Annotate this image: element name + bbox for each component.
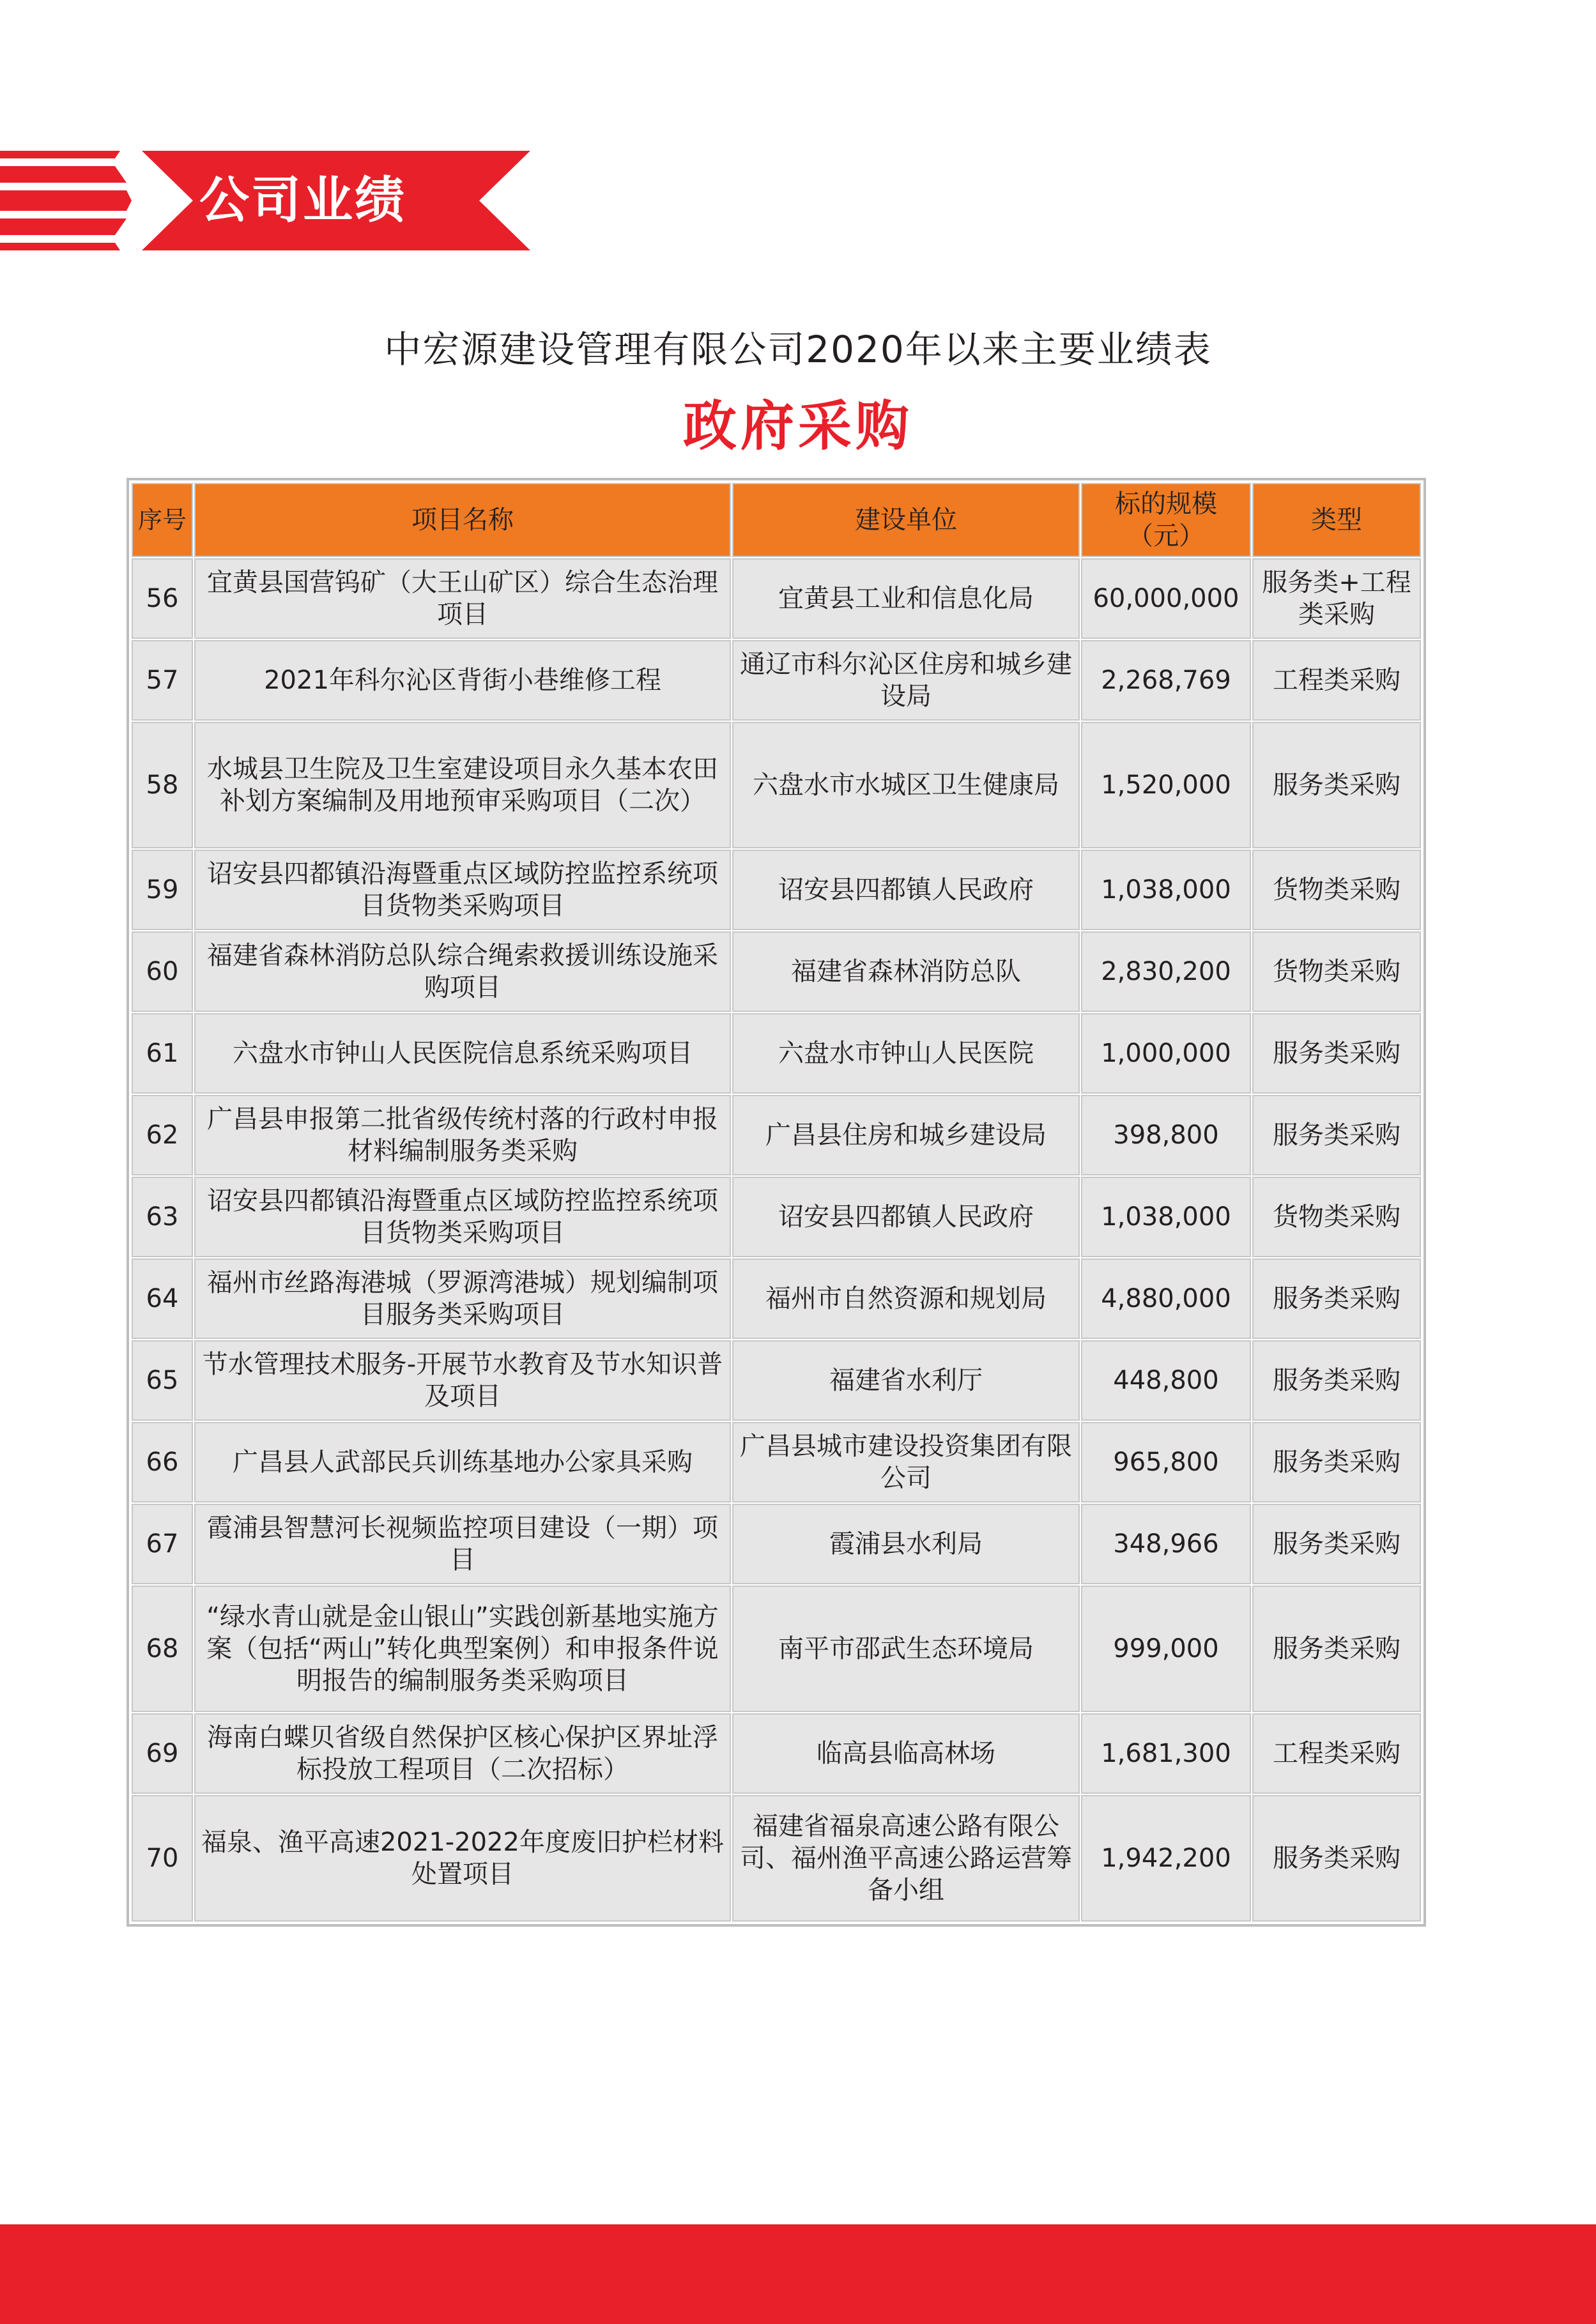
cell-project: 诏安县四都镇沿海暨重点区域防控监控系统项目货物类采购项目 [196, 851, 730, 929]
cell-type: 工程类采购 [1254, 641, 1420, 719]
cell-index: 59 [133, 851, 192, 929]
section-title: 公司业绩 [199, 172, 407, 229]
cell-index: 64 [133, 1260, 192, 1338]
cell-unit: 福州市自然资源和规划局 [733, 1260, 1078, 1338]
cell-unit: 广昌县住房和城乡建设局 [733, 1096, 1078, 1174]
cell-amount: 999,000 [1082, 1587, 1250, 1711]
cell-index: 57 [133, 641, 192, 719]
cell-project: “绿水青山就是金山银山”实践创新基地实施方案（包括“两山”转化典型案例）和申报条件说明报告的编制服务类采购项目 [196, 1587, 730, 1711]
table-row [133, 1715, 1420, 1793]
cell-type: 货物类采购 [1254, 851, 1420, 929]
cell-unit: 诏安县四都镇人民政府 [733, 851, 1078, 929]
cell-index: 62 [133, 1096, 192, 1174]
cell-type: 服务类采购 [1254, 1587, 1420, 1711]
table-row [133, 1014, 1420, 1092]
document-title: 中宏源建设管理有限公司2020年以来主要业绩表 [384, 328, 1212, 371]
cell-type: 服务类+工程类采购 [1254, 560, 1420, 638]
table-row [133, 1260, 1420, 1338]
cell-project: 水城县卫生院及卫生室建设项目永久基本农田补划方案编制及用地预审采购项目（二次） [196, 723, 730, 847]
cell-amount: 348,966 [1082, 1505, 1250, 1583]
cell-type: 工程类采购 [1254, 1715, 1420, 1793]
cell-project: 2021年科尔沁区背街小巷维修工程 [196, 641, 730, 719]
cell-amount: 2,268,769 [1082, 641, 1250, 719]
cell-amount: 1,000,000 [1082, 1014, 1250, 1092]
cell-amount: 398,800 [1082, 1096, 1250, 1174]
table-row [133, 641, 1420, 719]
header-project: 项目名称 [196, 484, 730, 556]
cell-type: 货物类采购 [1254, 933, 1420, 1011]
footer-bar [0, 2224, 1596, 2324]
cell-type: 服务类采购 [1254, 723, 1420, 847]
cell-project: 六盘水市钟山人民医院信息系统采购项目 [196, 1014, 730, 1092]
cell-index: 58 [133, 723, 192, 847]
cell-index: 63 [133, 1178, 192, 1256]
cell-amount: 1,520,000 [1082, 723, 1250, 847]
cell-project: 节水管理技术服务-开展节水教育及节水知识普及项目 [196, 1342, 730, 1419]
table-row [133, 1587, 1420, 1711]
table-row [133, 560, 1420, 638]
cell-index: 56 [133, 560, 192, 638]
cell-type: 服务类采购 [1254, 1014, 1420, 1092]
table-row [133, 723, 1420, 847]
cell-unit: 宜黄县工业和信息化局 [733, 560, 1078, 638]
cell-amount: 1,038,000 [1082, 851, 1250, 929]
table-row [133, 1505, 1420, 1583]
cell-index: 67 [133, 1505, 192, 1583]
cell-index: 61 [133, 1014, 192, 1092]
cell-amount: 2,830,200 [1082, 933, 1250, 1011]
cell-amount: 448,800 [1082, 1342, 1250, 1419]
cell-amount: 1,681,300 [1082, 1715, 1250, 1793]
cell-project: 广昌县人武部民兵训练基地办公家具采购 [196, 1423, 730, 1501]
table-header-row [133, 484, 1420, 556]
cell-unit: 霞浦县水利局 [733, 1505, 1078, 1583]
cell-amount: 60,000,000 [1082, 560, 1250, 638]
cell-type: 服务类采购 [1254, 1423, 1420, 1501]
cell-unit: 福建省福泉高速公路有限公司、福州渔平高速公路运营筹备小组 [733, 1796, 1078, 1920]
table-row [133, 1096, 1420, 1174]
cell-type: 服务类采购 [1254, 1342, 1420, 1419]
cell-type: 服务类采购 [1254, 1260, 1420, 1338]
cell-unit: 临高县临高林场 [733, 1715, 1078, 1793]
cell-unit: 通辽市科尔沁区住房和城乡建设局 [733, 641, 1078, 719]
cell-project: 福州市丝路海港城（罗源湾港城）规划编制项目服务类采购项目 [196, 1260, 730, 1338]
cell-unit: 福建省水利厅 [733, 1342, 1078, 1419]
cell-amount: 4,880,000 [1082, 1260, 1250, 1338]
cell-unit: 福建省森林消防总队 [733, 933, 1078, 1011]
header-index: 序号 [133, 484, 192, 556]
cell-project: 诏安县四都镇沿海暨重点区域防控监控系统项目货物类采购项目 [196, 1178, 730, 1256]
cell-unit: 诏安县四都镇人民政府 [733, 1178, 1078, 1256]
cell-amount: 1,038,000 [1082, 1178, 1250, 1256]
header-amount: 标的规模（元） [1082, 484, 1250, 556]
cell-project: 福泉、渔平高速2021-2022年度废旧护栏材料处置项目 [196, 1796, 730, 1920]
cell-project: 宜黄县国营钨矿（大王山矿区）综合生态治理项目 [196, 560, 730, 638]
cell-unit: 六盘水市钟山人民医院 [733, 1014, 1078, 1092]
performance-table [129, 480, 1423, 1924]
document-subtitle: 政府采购 [682, 395, 913, 457]
table-row [133, 1178, 1420, 1256]
cell-index: 70 [133, 1796, 192, 1920]
cell-amount: 965,800 [1082, 1423, 1250, 1501]
cell-index: 60 [133, 933, 192, 1011]
header-type: 类型 [1254, 484, 1420, 556]
cell-project: 福建省森林消防总队综合绳索救援训练设施采购项目 [196, 933, 730, 1011]
cell-index: 68 [133, 1587, 192, 1711]
table-row [133, 1796, 1420, 1920]
table-row [133, 851, 1420, 929]
table-row [133, 1423, 1420, 1501]
cell-type: 货物类采购 [1254, 1178, 1420, 1256]
cell-unit: 南平市邵武生态环境局 [733, 1587, 1078, 1711]
cell-project: 广昌县申报第二批省级传统村落的行政村申报材料编制服务类采购 [196, 1096, 730, 1174]
table-row [133, 1342, 1420, 1419]
cell-project: 霞浦县智慧河长视频监控项目建设（一期）项目 [196, 1505, 730, 1583]
cell-type: 服务类采购 [1254, 1096, 1420, 1174]
header-unit: 建设单位 [733, 484, 1078, 556]
cell-type: 服务类采购 [1254, 1796, 1420, 1920]
cell-unit: 广昌县城市建设投资集团有限公司 [733, 1423, 1078, 1501]
cell-project: 海南白蝶贝省级自然保护区核心保护区界址浮标投放工程项目（二次招标） [196, 1715, 730, 1793]
cell-amount: 1,942,200 [1082, 1796, 1250, 1920]
table-row [133, 933, 1420, 1011]
cell-index: 65 [133, 1342, 192, 1419]
cell-index: 69 [133, 1715, 192, 1793]
cell-unit: 六盘水市水城区卫生健康局 [733, 723, 1078, 847]
cell-type: 服务类采购 [1254, 1505, 1420, 1583]
cell-index: 66 [133, 1423, 192, 1501]
